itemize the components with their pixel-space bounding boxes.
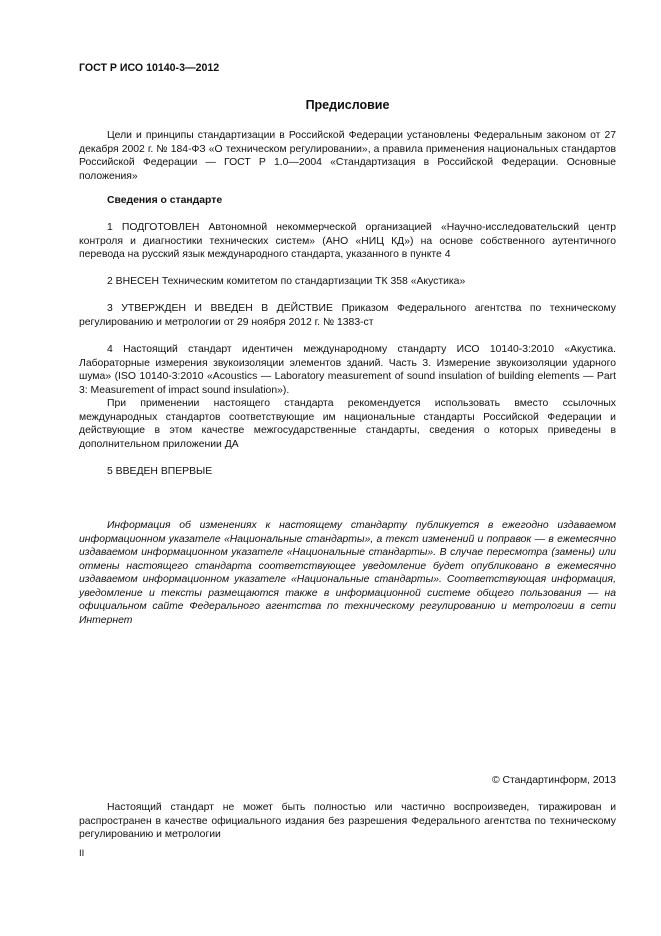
document-code: ГОСТ Р ИСО 10140-3—2012 [79, 62, 220, 74]
page-number: II [79, 848, 85, 859]
copyright-line: © Стандартинформ, 2013 [491, 775, 616, 786]
item-4-paragraph: 4 Настоящий стандарт идентичен международному стандарту ИСО 10140-3:2010 «Акустика. Лабораторные измерения звукоизоляции элементов зданий. Часть 3. Измерение звукоизоляции ударного шума» (ISO 10140-3:2010 «Acoustics — Laboratory measurement of sound insulation of building elements — Part 3: Measurement of impact sound insulation»). [79, 344, 616, 396]
intro-paragraph: Цели и принципы стандартизации в Российской Федерации установлены Федеральным законом от 27 декабря 2002 г. № 184-ФЗ «О техническом регулировании», а правила применения национальных стандартов Российской Федерации — ГОСТ Р 1.0—2004 «Стандартизация в Российской Федерации. Основные положения» [79, 130, 616, 182]
page-title: Предисловие [305, 98, 390, 112]
item-2-paragraph: 2 ВНЕСЕН Техническим комитетом по стандартизации ТК 358 «Акустика» [107, 276, 466, 287]
notice-paragraph: Информация об изменениях к настоящему стандарту публикуется в ежегодно издаваемом информационном указателе «Национальные стандарты», а текст изменений и поправок — в ежемесячно издаваемом информационном указателе «Национальные стандарты». В случае пересмотра (замены) или отмены настоящего стандарта соответствующее уведомление будет опубликовано в ежемесячно издаваемом информационном указателе «Национальные стандарты». Соответствующая информация, уведомление и тексты размещаются также в информационной системе общего пользования — на официальном сайте Федерального агентства по техническому регулированию и метрологии в сети Интернет [79, 520, 616, 626]
item-5-paragraph: 5 ВВЕДЕН ВПЕРВЫЕ [107, 466, 213, 477]
item-4-note-paragraph: При применении настоящего стандарта рекомендуется использовать вместо ссылочных международных стандартов соответствующие им национальные стандарты Российской Федерации и действующие в этом качестве межгосударственные стандарты, сведения о которых приведены в дополнительном приложении ДА [79, 398, 616, 450]
item-1-paragraph: 1 ПОДГОТОВЛЕН Автономной некоммерческой организацией «Научно-исследовательский центр контроля и диагностики технических систем» (АНО «НИЦ КД») на основе собственного аутентичного перевода на русский язык международного стандарта, указанного в пункте 4 [79, 222, 616, 260]
rights-paragraph: Настоящий стандарт не может быть полностью или частично воспроизведен, тиражирован и распространен в качестве официального издания без разрешения Федерального агентства по техническому регулированию и метрологии [79, 802, 616, 840]
item-3-paragraph: 3 УТВЕРЖДЕН И ВВЕДЕН В ДЕЙСТВИЕ Приказом Федерального агентства по техническому регулированию и метрологии от 29 ноября 2012 г. № 1383-ст [79, 303, 616, 328]
info-heading: Сведения о стандарте [107, 195, 223, 206]
